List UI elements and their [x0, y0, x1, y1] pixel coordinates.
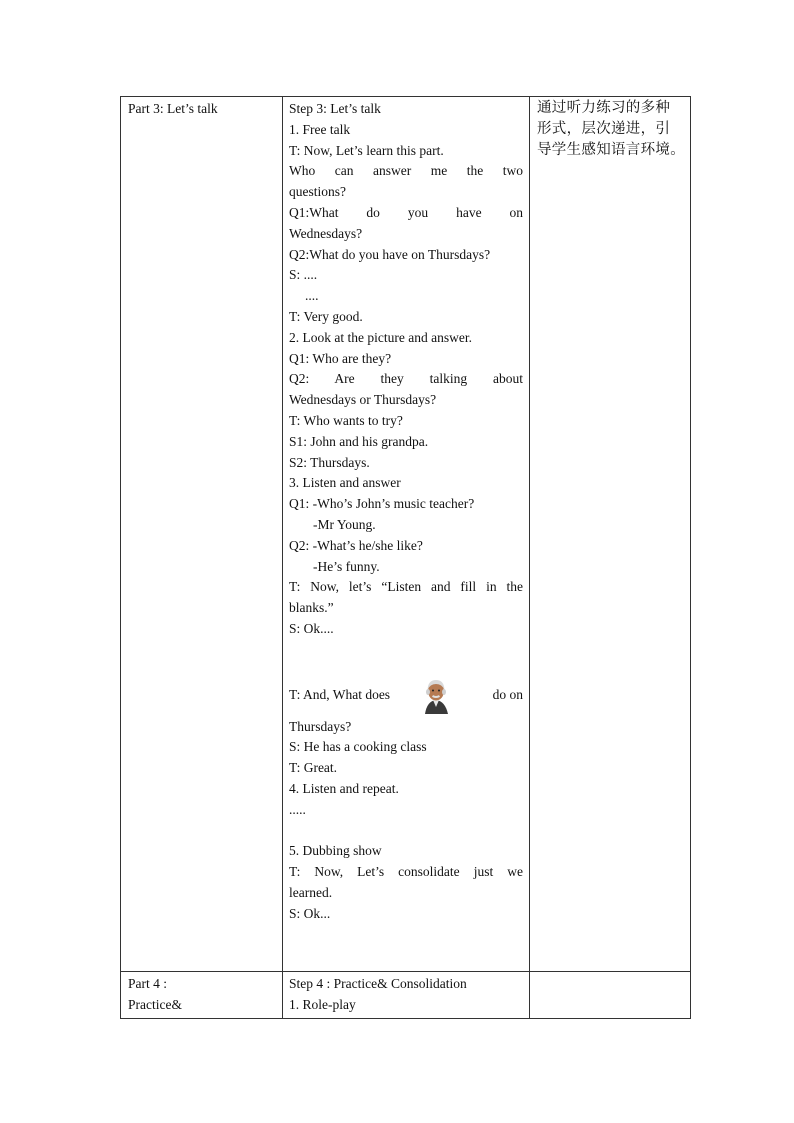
- spacer: [289, 640, 523, 661]
- intent-line: 形式，层次递进，引: [537, 120, 671, 137]
- step-cell: [283, 97, 530, 972]
- step-line: Thursdays?: [289, 718, 352, 734]
- step-line: -He’s funny.: [313, 558, 380, 574]
- step-line: T: Now, Let’s consolidate just we: [289, 864, 523, 880]
- step-line: T: Very good.: [289, 308, 363, 324]
- step-title: Step 3: Let’s talk: [289, 101, 381, 116]
- intent-line: 导学生感知语言环境。: [537, 141, 685, 158]
- step-title: Step 4 : Practice& Consolidation: [289, 976, 467, 991]
- step-line: do on: [492, 687, 523, 703]
- part-title: Practice&: [128, 996, 182, 1012]
- step-line: 1. Role-play: [289, 996, 356, 1012]
- part-title: Part 4 :: [128, 976, 167, 991]
- step-line: T: Great.: [289, 760, 338, 776]
- step-line: T: Now, Let’s learn this part.: [289, 142, 444, 158]
- spacer: [289, 821, 523, 842]
- grandpa-portrait-icon: [421, 677, 451, 715]
- step-line: S: He has a cooking class: [289, 739, 427, 755]
- step-line: Q1: Who are they?: [289, 350, 392, 366]
- table-row: [121, 97, 691, 972]
- step-cell: [283, 972, 530, 1019]
- step-line: 1. Free talk: [289, 121, 351, 137]
- step-line: S: Ok...: [289, 905, 331, 921]
- picture-question-line: [289, 675, 523, 717]
- step-line: .....: [289, 801, 306, 817]
- step-line: T: Who wants to try?: [289, 412, 403, 428]
- step-line: ....: [305, 288, 319, 304]
- step-line: 2. Look at the picture and answer.: [289, 329, 472, 345]
- lesson-plan-table: [120, 96, 691, 1019]
- intent-cell: [530, 97, 691, 972]
- step-line: Wednesdays or Thursdays?: [289, 392, 437, 408]
- step-line: 4. Listen and repeat.: [289, 780, 399, 796]
- step-line: 5. Dubbing show: [289, 843, 382, 859]
- step-line: Q1: -Who’s John’s music teacher?: [289, 496, 475, 512]
- step-line: 3. Listen and answer: [289, 475, 401, 491]
- step-line: Q2: Are they talking about: [289, 371, 523, 387]
- step-line: S1: John and his grandpa.: [289, 433, 429, 449]
- table-row: [121, 972, 691, 1019]
- step-line: S: ....: [289, 267, 318, 283]
- step-line: blanks.”: [289, 600, 334, 616]
- step-line: questions?: [289, 184, 346, 200]
- step-line: T: And, What does: [289, 687, 391, 703]
- part-title: Part 3: Let’s talk: [128, 101, 218, 116]
- part-cell: [121, 972, 283, 1019]
- intent-line: 通过听力练习的多种: [537, 100, 671, 116]
- step-line: T: Now, let’s “Listen and fill in the: [289, 579, 523, 595]
- step-line: Q2: -What’s he/she like?: [289, 537, 423, 553]
- intent-cell: [530, 972, 691, 1019]
- step-line: S2: Thursdays.: [289, 454, 370, 470]
- part-cell: [121, 97, 283, 972]
- step-line: Who can answer me the two: [289, 163, 523, 179]
- step-line: -Mr Young.: [313, 516, 376, 532]
- step-line: Wednesdays?: [289, 225, 363, 241]
- step-line: Q1:What do you have on: [289, 204, 523, 220]
- step-line: S: Ok....: [289, 620, 334, 636]
- step-line: Q2:What do you have on Thursdays?: [289, 246, 491, 262]
- step-line: learned.: [289, 884, 333, 900]
